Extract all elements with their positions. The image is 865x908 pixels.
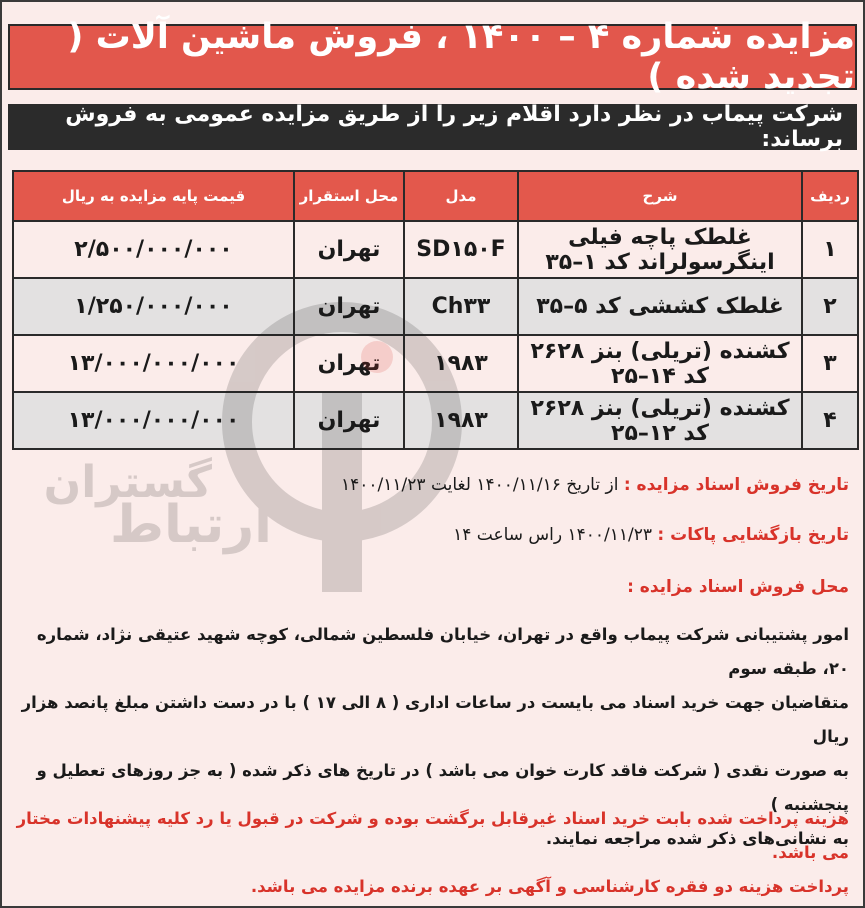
opening-value: ۱۴۰۰/۱۱/۲۳ راس ساعت ۱۴ <box>453 525 653 545</box>
row-price: ۱/۲۵۰/۰۰۰/۰۰۰ <box>13 278 294 335</box>
sale-date-value: از تاریخ ۱۴۰۰/۱۱/۱۶ لغایت ۱۴۰۰/۱۱/۲۳ <box>341 475 619 495</box>
sale-date-line <box>16 472 849 498</box>
table-row <box>13 221 858 278</box>
row-model: Ch۳۳ <box>404 278 518 335</box>
page-title: مزایده شماره ۴ – ۱۴۰۰ ، فروش ماشین آلات ( تجدید شده ) <box>8 24 857 90</box>
note-line: پرداخت هزینه دو فقره کارشناسی و آگهی بر عهده برنده مزایده می باشد. <box>250 877 849 896</box>
row-number: ۴ <box>802 392 858 449</box>
col-header-row: ردیف <box>802 171 858 221</box>
opening-date-line <box>16 522 849 548</box>
table-row <box>13 335 858 392</box>
table-row <box>13 278 858 335</box>
col-header-model: مدل <box>404 171 518 221</box>
watermark-text-1: ارتباط <box>109 495 272 555</box>
row-description: کشنده (تریلی) بنز ۲۶۲۸ کد ۱۴–۲۵ <box>518 335 802 392</box>
row-description: کشنده (تریلی) بنز ۲۶۲۸ کد ۱۲–۲۵ <box>518 392 802 449</box>
row-model: SD۱۵۰F <box>404 221 518 278</box>
row-price: ۱۳/۰۰۰/۰۰۰/۰۰۰ <box>13 392 294 449</box>
table-header-row <box>13 171 858 221</box>
row-number: ۲ <box>802 278 858 335</box>
row-location: تهران <box>294 392 404 449</box>
intro-banner: شرکت پیماب در نظر دارد اقلام زیر را از طریق مزایده عمومی به فروش برساند: <box>8 104 857 150</box>
watermark-text-2: گستران <box>43 457 212 508</box>
sale-place-line <box>16 574 849 600</box>
col-header-location: محل استقرار <box>294 171 404 221</box>
row-location: تهران <box>294 221 404 278</box>
description-line: به صورت نقدی ( شرکت فاقد کارت خوان می باشد ) در تاریخ های ذکر شده ( به جز روزهای تعطیل و پنجشنبه ) <box>36 761 849 814</box>
row-description: غلطک پاچه فیلی اینگرسولراند کد ۱–۳۵ <box>518 221 802 278</box>
row-price: ۲/۵۰۰/۰۰۰/۰۰۰ <box>13 221 294 278</box>
sale-place-label: محل فروش اسناد مزایده : <box>627 577 849 597</box>
opening-label: تاریخ بازگشایی پاکات : <box>657 525 849 545</box>
notes-block <box>16 802 849 904</box>
table-row <box>13 392 858 449</box>
sale-date-label: تاریخ فروش اسناد مزایده : <box>623 475 849 495</box>
items-table <box>12 170 859 450</box>
row-number: ۱ <box>802 221 858 278</box>
note-line: هزینه پرداخت شده بابت خرید اسناد غیرقابل برگشت بوده و شرکت در قبول یا رد کلیه پیشنهادات مختار می باشد. <box>16 809 849 862</box>
col-header-desc: شرح <box>518 171 802 221</box>
row-location: تهران <box>294 278 404 335</box>
col-header-price: قیمت پایه مزایده به ریال <box>13 171 294 221</box>
description-line: امور پشتیبانی شرکت پیماب واقع در تهران، خیابان فلسطین شمالی، کوچه شهید عتیقی نژاد، شماره ۲۰، طبقه سوم <box>36 625 849 678</box>
description-line: به نشانی‌های ذکر شده مراجعه نمایند. <box>545 829 849 848</box>
row-price: ۱۳/۰۰۰/۰۰۰/۰۰۰ <box>13 335 294 392</box>
row-location: تهران <box>294 335 404 392</box>
row-description: غلطک کششی کد ۵–۳۵ <box>518 278 802 335</box>
row-model: ۱۹۸۳ <box>404 335 518 392</box>
description-line: متقاضیان جهت خرید اسناد می بایست در ساعات اداری ( ۸ الی ۱۷ ) با در دست داشتن مبلغ پانصد هزار ریال <box>21 693 849 746</box>
row-number: ۳ <box>802 335 858 392</box>
row-model: ۱۹۸۳ <box>404 392 518 449</box>
